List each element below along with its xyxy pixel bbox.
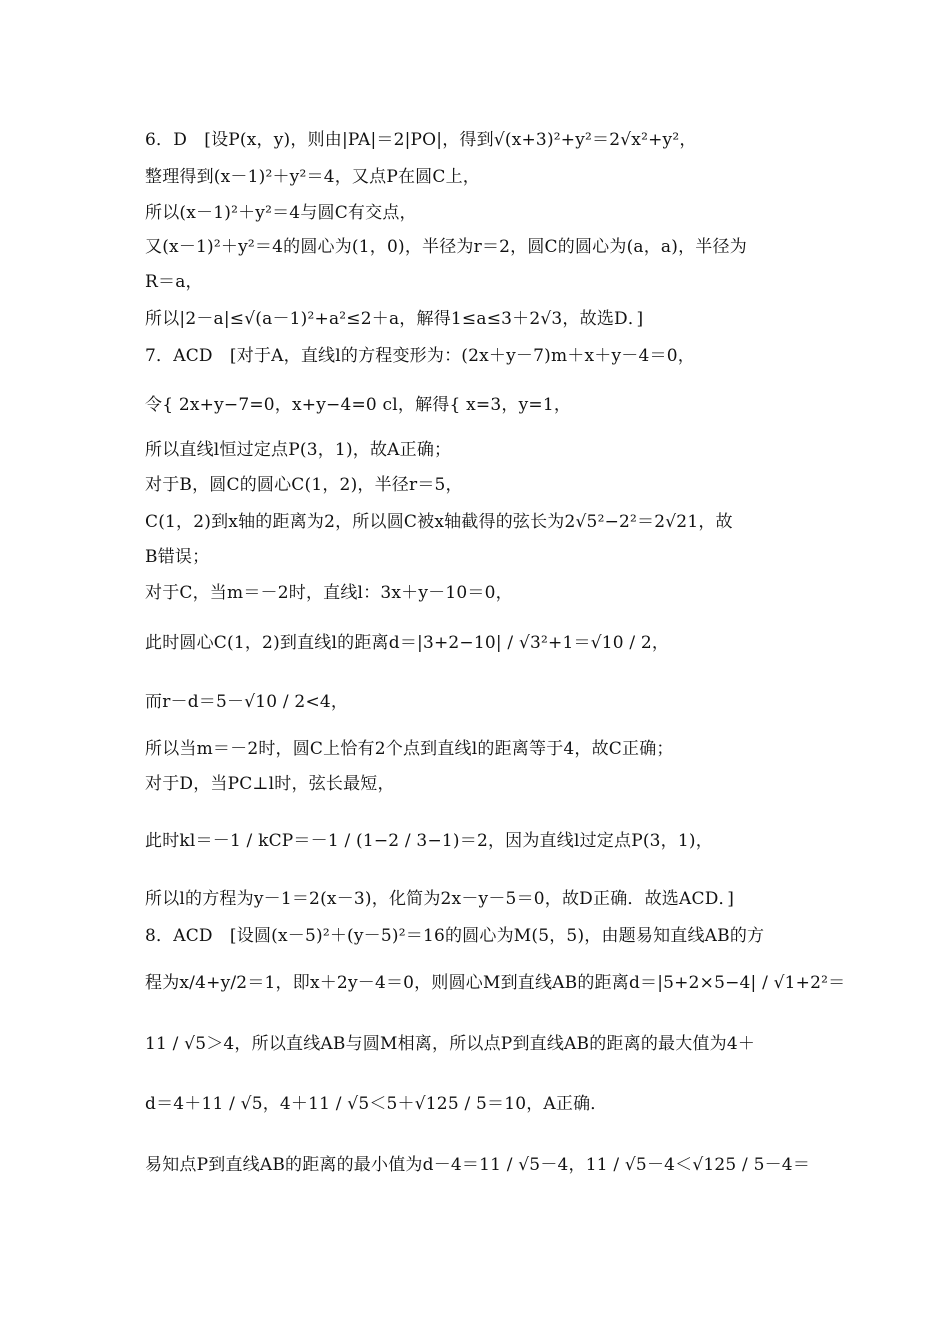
answer-7-line-7: 对于C，当m＝－2时，直线l：3x＋y－10＝0， (145, 583, 513, 603)
answer-7-line-13: 所以l的方程为y－1＝2(x－3)，化简为2x－y－5＝0，故D正确．故选ACD．] (145, 889, 735, 909)
answer-7-slope-line: 此时kl＝－1 / kCP＝－1 / (1−2 / 3−1)＝2，因为直线l过定点P(3，1)， (145, 831, 713, 851)
answer-6-line-5: R＝a， (145, 272, 203, 292)
answer-8-line-4: d＝4＋11 / √5，4＋11 / √5＜5＋√125 / 5＝10，A正确． (145, 1094, 608, 1114)
answer-6-line-1: 6．D [设P(x，y)，则由|PA|＝2|PO|，得到√(x+3)²+y²＝2√x²+y²， (145, 130, 697, 150)
answer-8-line-1: 8．ACD [设圆(x－5)²＋(y－5)²＝16的圆心为M(5，5)，由题易知直线AB的方 (145, 926, 765, 946)
answer-7-line-11: 对于D，当PC⊥l时，弦长最短， (145, 774, 395, 794)
answer-8-line-5: 易知点P到直线AB的距离的最小值为d－4＝11 / √5－4，11 / √5－4＜√125 / 5－4＝ (145, 1155, 811, 1175)
answer-7-compare-line: 而r－d＝5－√10 / 2<4， (145, 692, 349, 712)
answer-7-system-line: 令{ 2x+y−7=0，x+y−4=0 cl，解得{ x=3，y=1， (145, 395, 572, 415)
answer-7-distance-line: 此时圆心C(1，2)到直线l的距离d＝|3+2−10| / √3²+1＝√10 / 2， (145, 633, 670, 653)
answer-7-line-4: 对于B，圆C的圆心C(1，2)，半径r＝5， (145, 475, 463, 495)
answer-6-line-3: 所以(x－1)²＋y²＝4与圆C有交点， (145, 203, 417, 223)
answer-7-line-1: 7．ACD [对于A，直线l的方程变形为：(2x＋y－7)m＋x＋y－4＝0， (145, 346, 695, 366)
answer-7-line-3: 所以直线l恒过定点P(3，1)，故A正确； (145, 440, 452, 460)
answer-7-line-6: B错误； (145, 547, 210, 567)
answer-6-line-6: 所以|2－a|≤√(a－1)²+a²≤2＋a，解得1≤a≤3＋2√3，故选D．] (145, 309, 644, 329)
answer-7-line-5: C(1，2)到x轴的距离为2，所以圆C被x轴截得的弦长为2√5²−2²＝2√21，故 (145, 512, 733, 532)
answer-6-line-4: 又(x－1)²＋y²＝4的圆心为(1，0)，半径为r＝2，圆C的圆心为(a，a)，半径为 (145, 237, 747, 257)
answer-6-line-2: 整理得到(x－1)²＋y²＝4，又点P在圆C上， (145, 167, 480, 187)
answer-8-line-2: 程为x/4+y/2＝1，即x＋2y－4＝0，则圆心M到直线AB的距离d＝|5+2×5−4| / √1+2²＝ (145, 973, 846, 993)
answer-8-line-3: 11 / √5＞4，所以直线AB与圆M相离，所以点P到直线AB的距离的最大值为4＋ (145, 1034, 756, 1054)
answer-7-line-10: 所以当m＝－2时，圆C上恰有2个点到直线l的距离等于4，故C正确； (145, 739, 674, 759)
